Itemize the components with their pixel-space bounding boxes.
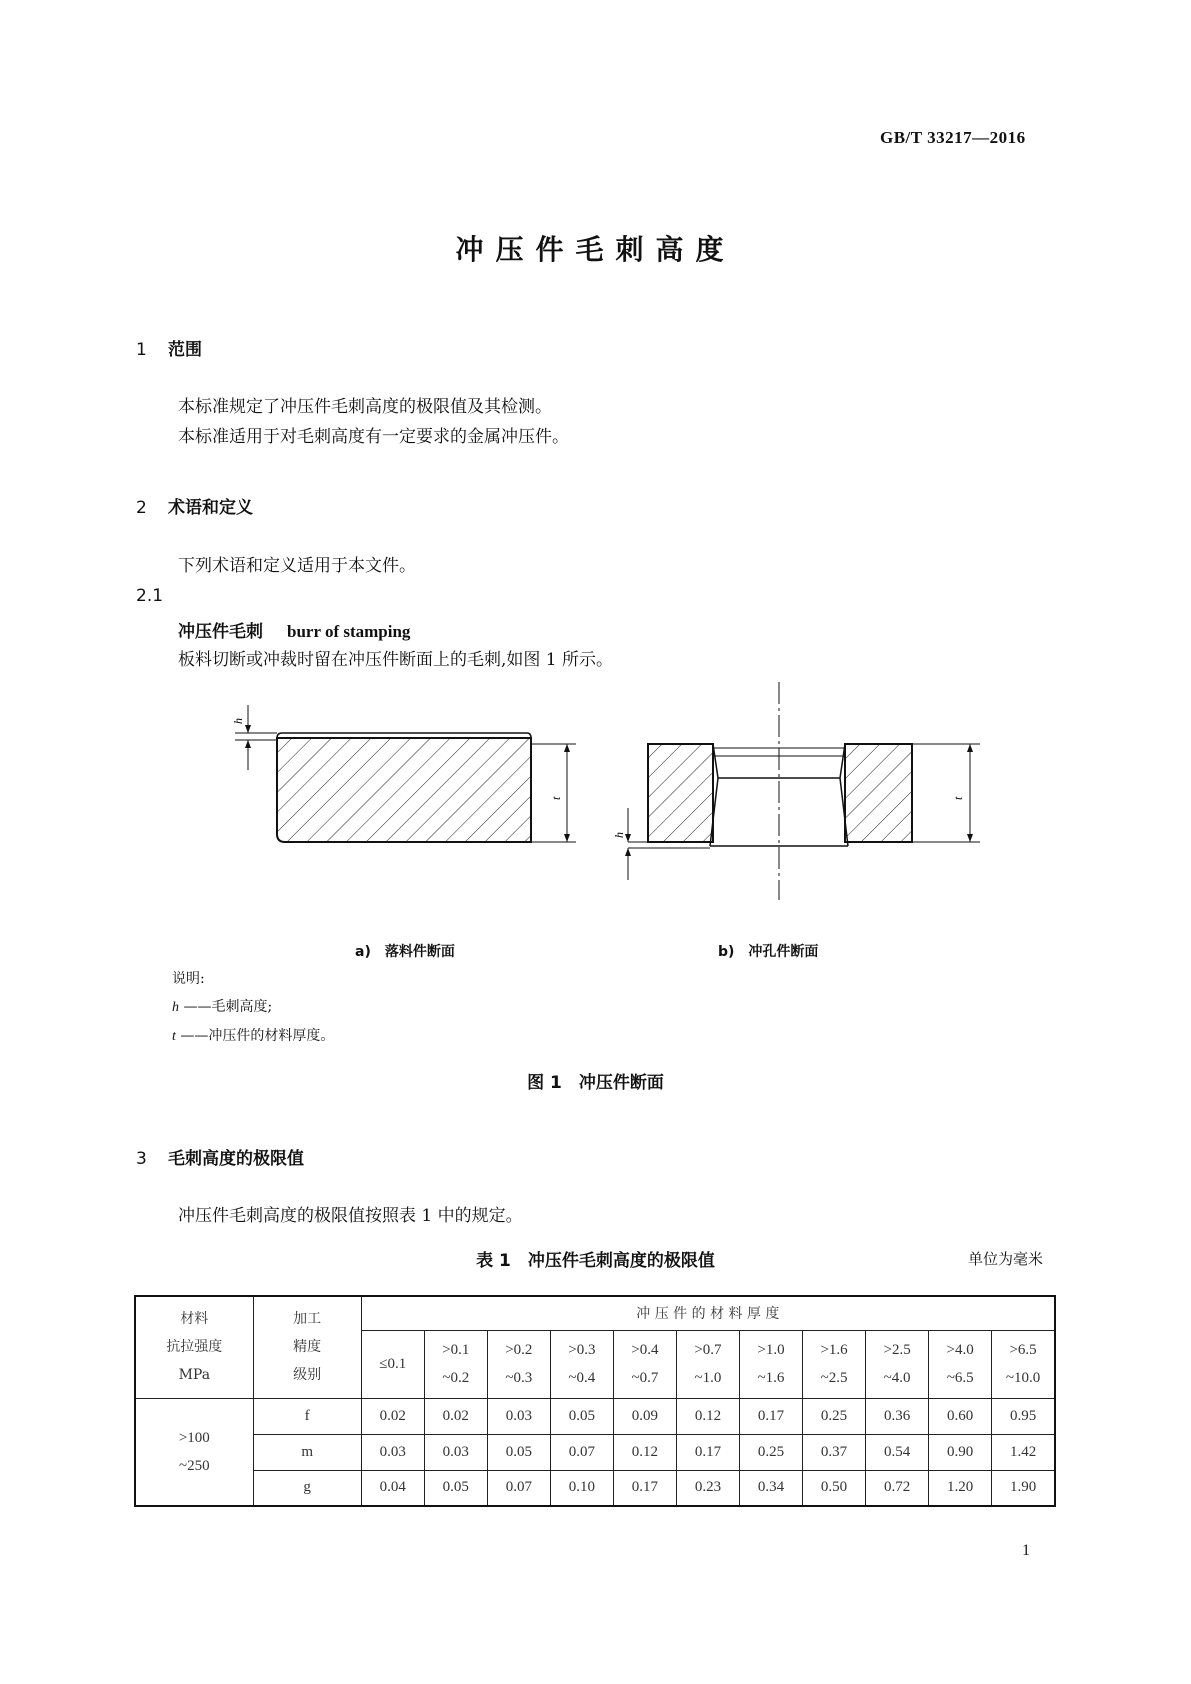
range-low: >0.2: [505, 1342, 533, 1358]
value-cell: 0.07: [487, 1470, 550, 1506]
range-cell: [361, 1330, 424, 1398]
range-cell: [992, 1330, 1055, 1398]
header-grade-line: 级别: [293, 1367, 322, 1384]
term-definition: 板料切断或冲裁时留在冲压件断面上的毛刺,如图 1 所示。: [178, 650, 614, 670]
section-title: 毛刺高度的极限值: [168, 1149, 304, 1169]
table-caption: 表 1 冲压件毛刺高度的极限值: [476, 1251, 715, 1271]
page-number: 1: [1022, 1542, 1030, 1559]
range-cell: [424, 1330, 487, 1398]
page-title: 冲压件毛刺高度: [455, 233, 736, 266]
header-grade-line: 精度: [293, 1339, 322, 1356]
value-cell: 0.12: [676, 1398, 739, 1434]
value-cell: 0.90: [929, 1434, 992, 1470]
subfigure-a-caption: a) 落料件断面: [355, 944, 455, 960]
value-cell: 0.05: [424, 1470, 487, 1506]
value-cell: 0.60: [929, 1398, 992, 1434]
table-row: [135, 1434, 1055, 1470]
value-cell: 1.20: [929, 1470, 992, 1506]
standard-id: GB/T 33217—2016: [880, 128, 1026, 147]
header-grade-line: 加工: [293, 1311, 322, 1328]
figure-notes: [172, 965, 334, 1051]
value-cell: 1.42: [992, 1434, 1055, 1470]
value-cell: 0.72: [866, 1470, 929, 1506]
value-cell: 0.17: [739, 1398, 802, 1434]
strength-group: [135, 1398, 253, 1506]
range-low: >0.1: [442, 1342, 470, 1358]
grade-cell: m: [253, 1434, 361, 1470]
section-number: 1: [136, 340, 147, 360]
range-low: >2.5: [883, 1342, 911, 1358]
clause-number: 2.1: [136, 586, 164, 606]
range-cell: [739, 1330, 802, 1398]
note-h-text: ——毛刺高度;: [179, 999, 273, 1015]
strength-low: >100: [178, 1429, 210, 1446]
dim-t-label-b: t: [951, 796, 965, 800]
section-2-para-1: 下列术语和定义适用于本文件。: [178, 556, 416, 576]
section-3-heading: [136, 1144, 304, 1169]
table-unit: 单位为毫米: [968, 1250, 1044, 1268]
value-cell: 0.04: [361, 1470, 424, 1506]
dim-h-label-b: h: [612, 832, 626, 838]
range-high: ~10.0: [1005, 1370, 1041, 1386]
strength-high: ~250: [178, 1457, 210, 1474]
value-cell: 1.90: [992, 1470, 1055, 1506]
range-cell: [613, 1330, 676, 1398]
header-material-line: MPa: [178, 1367, 211, 1384]
header-material: [135, 1296, 253, 1398]
range-high: ~1.6: [757, 1370, 785, 1386]
value-cell: 0.95: [992, 1398, 1055, 1434]
value-cell: 0.09: [613, 1398, 676, 1434]
range-cell: [803, 1330, 866, 1398]
grade-cell: g: [253, 1470, 361, 1506]
value-cell: 0.25: [739, 1434, 802, 1470]
value-cell: 0.05: [487, 1434, 550, 1470]
term-english: burr of stamping: [287, 622, 411, 641]
note-t: [172, 1022, 334, 1051]
value-cell: 0.17: [676, 1434, 739, 1470]
range-low: >0.7: [694, 1342, 722, 1358]
range-low: >0.4: [631, 1342, 659, 1358]
range-low: ≤0.1: [379, 1355, 407, 1372]
burr-limit-table: [134, 1295, 1056, 1507]
section-3-para-1: 冲压件毛刺高度的极限值按照表 1 中的规定。: [178, 1206, 523, 1226]
section-number: 3: [136, 1149, 147, 1169]
note-h-symbol: h: [172, 1000, 179, 1015]
range-cell: [550, 1330, 613, 1398]
term-chinese: 冲压件毛刺: [178, 622, 263, 642]
value-cell: 0.34: [739, 1470, 802, 1506]
value-cell: 0.54: [866, 1434, 929, 1470]
dim-h-label-a: h: [231, 718, 245, 724]
range-low: >1.0: [757, 1342, 785, 1358]
table-row: [135, 1470, 1055, 1506]
range-high: ~1.0: [694, 1370, 722, 1386]
value-cell: 0.03: [361, 1434, 424, 1470]
subfigure-b-caption: b) 冲孔件断面: [718, 944, 819, 960]
header-material-line: 材料: [180, 1311, 209, 1328]
value-cell: 0.02: [424, 1398, 487, 1434]
value-cell: 0.25: [803, 1398, 866, 1434]
section-1-para-1: 本标准规定了冲压件毛刺高度的极限值及其检测。: [178, 397, 552, 417]
value-cell: 0.12: [613, 1434, 676, 1470]
dim-t-label-a: t: [549, 796, 563, 800]
range-high: ~6.5: [946, 1370, 974, 1386]
range-high: ~0.3: [505, 1370, 533, 1386]
section-title: 范围: [168, 340, 202, 360]
value-cell: 0.17: [613, 1470, 676, 1506]
section-title: 术语和定义: [168, 498, 253, 518]
table-header-row: [135, 1296, 1055, 1330]
table-row: [135, 1398, 1055, 1434]
note-t-text: ——冲压件的材料厚度。: [175, 1028, 335, 1044]
note-t-symbol: t: [172, 1029, 176, 1044]
range-high: ~4.0: [883, 1370, 911, 1386]
blanking-section: [235, 705, 576, 842]
header-material-line: 抗拉强度: [166, 1339, 223, 1356]
range-cell: [866, 1330, 929, 1398]
range-low: >0.3: [568, 1342, 596, 1358]
range-low: >6.5: [1009, 1342, 1037, 1358]
header-grade: [253, 1296, 361, 1398]
value-cell: 0.36: [866, 1398, 929, 1434]
value-cell: 0.02: [361, 1398, 424, 1434]
value-cell: 0.10: [550, 1470, 613, 1506]
piercing-section: [625, 682, 980, 900]
range-low: >4.0: [946, 1342, 974, 1358]
range-high: ~2.5: [820, 1370, 848, 1386]
range-cell: [487, 1330, 550, 1398]
header-thickness: 冲 压 件 的 材 料 厚 度: [361, 1296, 1055, 1330]
value-cell: 0.03: [424, 1434, 487, 1470]
range-high: ~0.2: [442, 1370, 470, 1386]
figure-caption: 图 1 冲压件断面: [527, 1073, 664, 1093]
value-cell: 0.07: [550, 1434, 613, 1470]
section-1-para-2: 本标准适用于对毛刺高度有一定要求的金属冲压件。: [178, 427, 569, 447]
range-cell: [676, 1330, 739, 1398]
range-high: ~0.7: [631, 1370, 659, 1386]
note-h: [172, 993, 334, 1022]
notes-title: 说明:: [172, 971, 205, 987]
value-cell: 0.50: [803, 1470, 866, 1506]
value-cell: 0.05: [550, 1398, 613, 1434]
section-number: 2: [136, 498, 147, 518]
range-low: >1.6: [820, 1342, 848, 1358]
value-cell: 0.23: [676, 1470, 739, 1506]
grade-cell: f: [253, 1398, 361, 1434]
range-high: ~0.4: [568, 1370, 596, 1386]
value-cell: 0.37: [803, 1434, 866, 1470]
range-cell: [929, 1330, 992, 1398]
value-cell: 0.03: [487, 1398, 550, 1434]
